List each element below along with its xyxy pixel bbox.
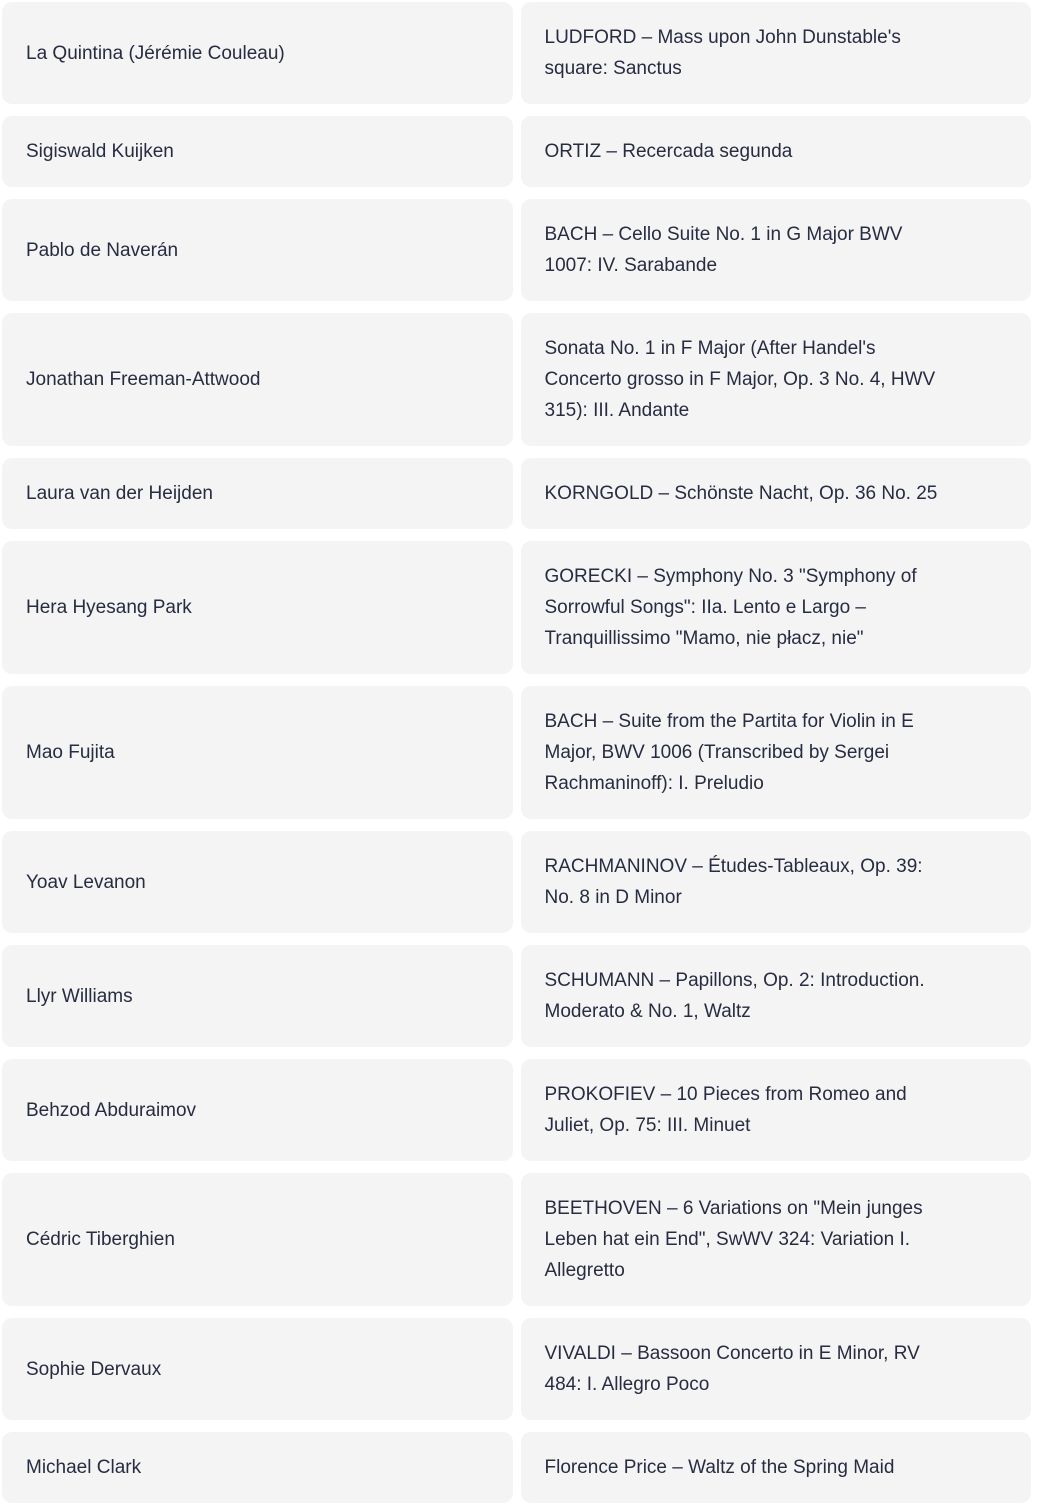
artist-card[interactable]	[2, 313, 513, 446]
work-title: VIVALDI – Bassoon Concerto in E Minor, RV 484: I. Allegro Poco	[544, 1343, 920, 1395]
artist-name: Sigiswald Kuijken	[26, 141, 174, 162]
work-card[interactable]	[521, 1318, 1032, 1420]
pair-row	[2, 686, 1031, 819]
work-card[interactable]	[521, 686, 1032, 819]
artist-card[interactable]	[2, 458, 513, 529]
pair-row	[2, 1432, 1031, 1503]
artist-name: Laura van der Heijden	[26, 483, 213, 504]
work-title: BACH – Suite from the Partita for Violin in E Major, BWV 1006 (Transcribed by Sergei Rachmaninoff): I. Preludio	[544, 711, 914, 794]
artist-name: Behzod Abduraimov	[26, 1099, 197, 1121]
artist-card[interactable]	[2, 1432, 513, 1503]
work-title: Sonata No. 1 in F Major (After Handel's Concerto grosso in F Major, Op. 3 No. 4, HWV 315): III. Andante	[544, 338, 936, 421]
work-card[interactable]	[521, 458, 1032, 529]
artist-name: Sophie Dervaux	[26, 1358, 162, 1380]
work-card[interactable]	[521, 199, 1032, 301]
work-title: KORNGOLD – Schönste Nacht, Op. 36 No. 25	[544, 483, 938, 504]
artist-name: Mao Fujita	[26, 742, 115, 763]
work-title: RACHMANINOV – Études-Tableaux, Op. 39: No. 8 in D Minor	[544, 856, 923, 908]
pair-row	[2, 116, 1031, 187]
work-card[interactable]	[521, 2, 1032, 104]
pair-row	[2, 831, 1031, 933]
artist-card[interactable]	[2, 541, 513, 674]
work-title: BACH – Cello Suite No. 1 in G Major BWV 1007: IV. Sarabande	[544, 224, 903, 276]
work-title: Florence Price – Waltz of the Spring Maid	[544, 1457, 895, 1478]
artist-card[interactable]	[2, 831, 513, 933]
work-card[interactable]	[521, 1173, 1032, 1306]
artist-name: Michael Clark	[26, 1457, 142, 1478]
pair-row	[2, 945, 1031, 1047]
artist-card[interactable]	[2, 945, 513, 1047]
work-title: PROKOFIEV – 10 Pieces from Romeo and Juliet, Op. 75: III. Minuet	[544, 1084, 907, 1136]
artist-card[interactable]	[2, 1059, 513, 1161]
work-card[interactable]	[521, 541, 1032, 674]
artist-card[interactable]	[2, 1173, 513, 1306]
work-title: SCHUMANN – Papillons, Op. 2: Introduction. Moderato & No. 1, Waltz	[544, 970, 925, 1022]
pair-row	[2, 1318, 1031, 1420]
artist-name: Hera Hyesang Park	[26, 597, 192, 618]
work-title: GORECKI – Symphony No. 3 "Symphony of Sorrowful Songs": IIa. Lento e Largo – Tranquillissimo "Mamo, nie płacz, nie"	[544, 566, 917, 649]
artist-card[interactable]	[2, 686, 513, 819]
pair-row	[2, 1173, 1031, 1306]
artist-card[interactable]	[2, 199, 513, 301]
pair-row	[2, 541, 1031, 674]
artist-card[interactable]	[2, 2, 513, 104]
artist-name: Jonathan Freeman-Attwood	[26, 369, 261, 390]
artist-name: Pablo de Naverán	[26, 239, 179, 261]
pair-row	[2, 313, 1031, 446]
pair-row	[2, 458, 1031, 529]
pair-row	[2, 2, 1031, 104]
artist-card[interactable]	[2, 116, 513, 187]
work-card[interactable]	[521, 116, 1032, 187]
work-card[interactable]	[521, 831, 1032, 933]
artist-card[interactable]	[2, 1318, 513, 1420]
work-card[interactable]	[521, 1432, 1032, 1503]
artist-name: Yoav Levanon	[26, 871, 146, 893]
work-card[interactable]	[521, 313, 1032, 446]
pair-row	[2, 1059, 1031, 1161]
work-title: BEETHOVEN – 6 Variations on "Mein junges Leben hat ein End", SwWV 324: Variation I. Allegretto	[544, 1198, 923, 1281]
artist-name: La Quintina (Jérémie Couleau)	[26, 42, 285, 64]
work-title: ORTIZ – Recercada segunda	[544, 141, 793, 162]
pair-row	[2, 199, 1031, 301]
work-card[interactable]	[521, 1059, 1032, 1161]
artist-name: Cédric Tiberghien	[26, 1229, 175, 1250]
work-title: LUDFORD – Mass upon John Dunstable's square: Sanctus	[544, 27, 901, 79]
artist-name: Llyr Williams	[26, 985, 133, 1007]
work-card[interactable]	[521, 945, 1032, 1047]
